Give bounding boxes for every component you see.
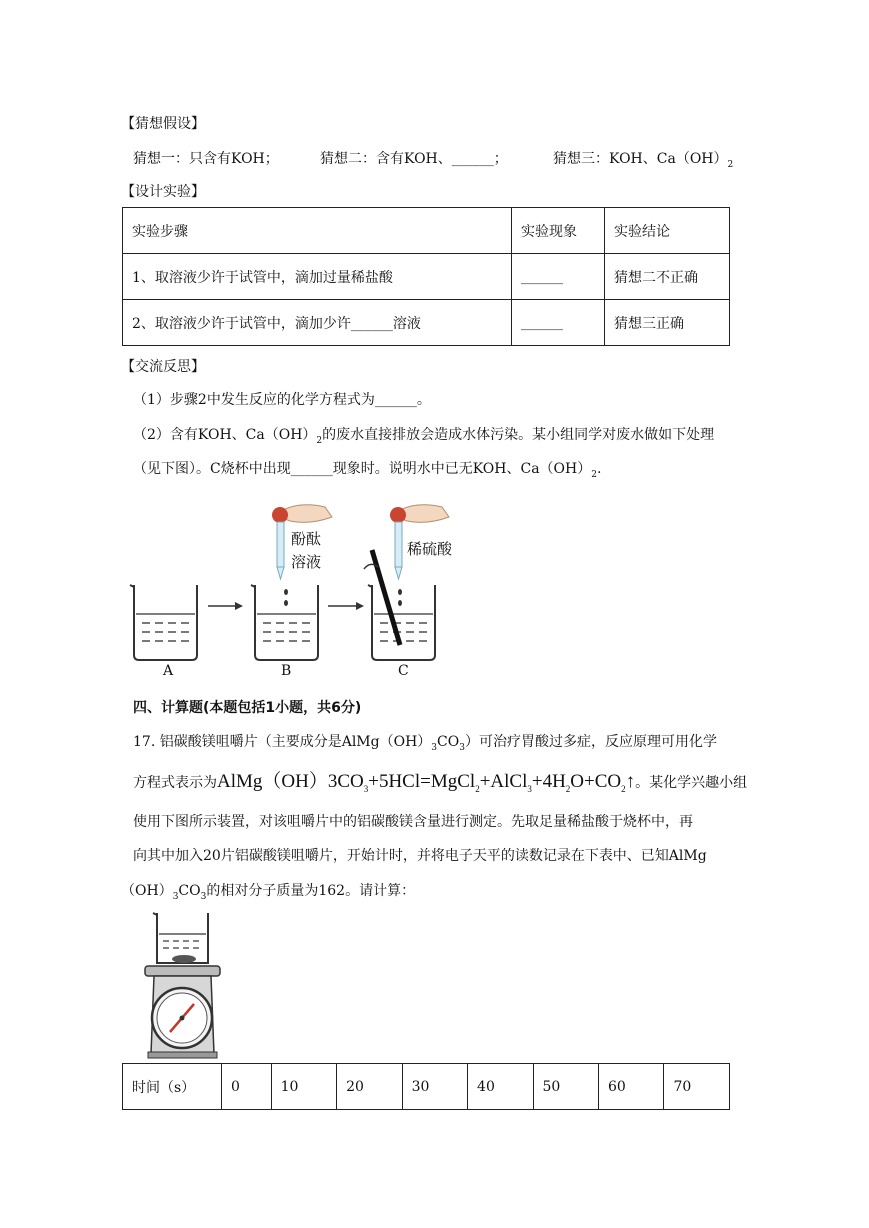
reflection-q2-line1: （2）含有KOH、$Ca(OH)_2$的废水直接排放会造成水体污染。某小组同学对废水做如下处理 <box>133 427 715 446</box>
section4-heading: 四、计算题(本题包括1小题，共6分) <box>133 700 362 716</box>
beaker-b <box>251 585 318 660</box>
arrow-b-to-c <box>328 602 364 610</box>
q17-line4: 向其中加入20片铝碳酸镁咀嚼片，开始计时，并将电子天平的读数记录在下表中、已知AlMg <box>133 848 707 864</box>
table-row <box>123 300 730 346</box>
table-header-row <box>123 208 730 254</box>
header-cell: 实验结论 <box>605 208 730 254</box>
beaker-label-a: A <box>163 663 174 679</box>
table-cell: 猜想三正确 <box>605 300 730 346</box>
beaker-on-scale <box>153 913 208 963</box>
hypothesis-1: 猜想一：只含有KOH； <box>133 151 279 167</box>
label-phenolphthalein-2: 溶液 <box>291 553 322 571</box>
table-cell: 猜想二不正确 <box>605 254 730 300</box>
table-header-cell: 时间（s） <box>123 1064 222 1110</box>
scale-figure <box>140 908 225 1060</box>
beaker-label-c: C <box>398 663 409 679</box>
table-cell: 0 <box>222 1064 272 1110</box>
table-cell: 40 <box>468 1064 533 1110</box>
reflection-q2-line2: （见下图）。C烧杯中出现______现象时。说明水中已无KOH、$Ca(OH)_2$. <box>133 461 602 480</box>
label-acid: 稀硫酸 <box>407 540 453 558</box>
hypothesis-2: 猜想二：含有KOH、______； <box>320 151 508 167</box>
hypothesis-heading: 【猜想假设】 <box>121 116 205 132</box>
q17-line3: 使用下图所示装置，对该咀嚼片中的铝碳酸镁含量进行测定。先取足量稀盐酸于烧杯中，再 <box>133 814 693 830</box>
q17-line5: $(OH)_3CO_3$的相对分子质量为162。请计算： <box>121 883 416 902</box>
scale-icon <box>145 966 220 1058</box>
beaker-label-b: B <box>281 663 292 679</box>
beaker-process-figure <box>120 495 480 680</box>
time-table <box>122 1063 730 1110</box>
table-cell: 50 <box>533 1064 598 1110</box>
table-row <box>123 254 730 300</box>
q17-line2: 方程式表示为$AlMg(OH)3CO_3+5HCl=MgCl_2+AlCl_3+4H_2O+CO_2↑$。某化学兴趣小组 <box>133 771 748 794</box>
design-heading: 【设计实验】 <box>121 184 205 200</box>
header-cell: 实验现象 <box>512 208 605 254</box>
table-cell: 10 <box>271 1064 336 1110</box>
reaction-equation: $AlMg(OH)3CO_3+5HCl=MgCl_2+AlCl_3+4H_2O+CO_2↑$ <box>217 771 636 794</box>
table-cell: 20 <box>337 1064 402 1110</box>
table-cell: ______ <box>512 254 605 300</box>
label-phenolphthalein-1: 酚酞 <box>291 530 322 548</box>
hypothesis-3: 猜想三：KOH、$Ca(OH)_2$ <box>553 151 734 170</box>
table-cell: 60 <box>598 1064 663 1110</box>
table-cell: 70 <box>664 1064 730 1110</box>
beaker-a <box>130 585 197 660</box>
table-cell: 2、取溶液少许于试管中，滴加少许______溶液 <box>123 300 512 346</box>
experiment-table <box>122 207 730 346</box>
reflection-heading: 【交流反思】 <box>121 359 205 375</box>
header-cell: 实验步骤 <box>123 208 512 254</box>
reflection-q1: （1）步骤2中发生反应的化学方程式为______。 <box>133 392 431 408</box>
q17-line1: 17. 铝碳酸镁咀嚼片（主要成分是$AlMg(OH)_3CO_3$）可治疗胃酸过多症，反应原理可用化学 <box>133 734 717 753</box>
table-cell: 1、取溶液少许于试管中，滴加过量稀盐酸 <box>123 254 512 300</box>
table-row <box>123 1064 730 1110</box>
table-cell: ______ <box>512 300 605 346</box>
arrow-a-to-b <box>208 602 243 610</box>
table-cell: 30 <box>402 1064 467 1110</box>
